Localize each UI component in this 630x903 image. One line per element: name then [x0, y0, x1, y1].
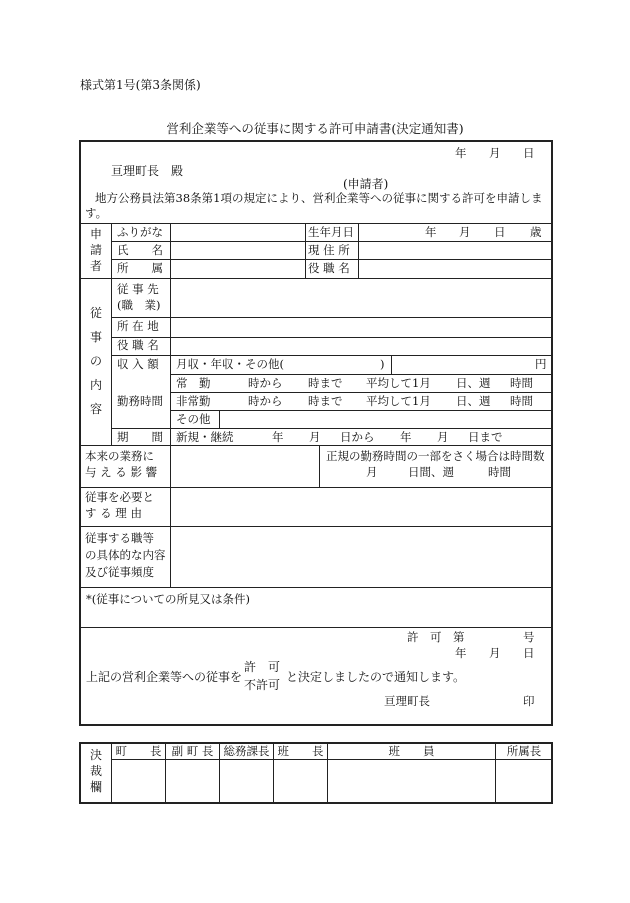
form-title: 営利企業等への従事に関する許可申請書(決定通知書) — [166, 121, 464, 136]
date-year: 年 — [455, 146, 467, 160]
furigana-label: ふりがな — [117, 225, 163, 239]
permit-number-unit: 号 — [523, 630, 535, 644]
approval-col-section-chief: 班 長 — [277, 744, 324, 758]
location-label: 所 在 地 — [117, 319, 159, 333]
birth-age: 歳 — [530, 225, 542, 239]
parttime-label: 非常勤 — [176, 394, 211, 408]
intro-line-2: す。 — [85, 206, 108, 220]
parttime-from: 時から — [248, 394, 283, 408]
decision-not-permit: 不許可 — [244, 678, 281, 692]
fulltime-avg: 平均して1月 — [366, 376, 431, 390]
period-label: 期 間 — [117, 430, 163, 444]
approval-col-staff: 班 員 — [388, 744, 435, 758]
income-options: 月収・年収・その他( — [176, 357, 284, 371]
position-label: 役 職 名 — [308, 261, 350, 275]
work-side-label: 従 事 の 内 容 — [89, 306, 102, 416]
period-end-month: 月 — [437, 430, 449, 444]
approval-col-director: 総務課長 — [223, 744, 270, 758]
fulltime-hours: 時間 — [510, 376, 533, 390]
birth-year: 年 — [425, 225, 437, 239]
approval-col-mayor: 町 長 — [115, 744, 162, 758]
intro-line-1: 地方公務員法第38条第1項の規定により、営利企業等への従事に関する許可を申請しま — [95, 191, 543, 205]
applicant-side-label: 申 請 者 — [89, 227, 102, 273]
impact-note: 正規の勤務時間の一部をさく場合は時間数 — [326, 449, 545, 463]
decision-mayor: 亘理町長 — [384, 694, 430, 708]
addressee: 亘理町長 殿 — [111, 164, 184, 178]
parttime-hours: 時間 — [510, 394, 533, 408]
duties-label-1: 従事する職等 — [85, 531, 154, 545]
decision-text-before: 上記の営利企業等への従事を — [86, 670, 243, 684]
other-label: その他 — [176, 412, 211, 426]
employer-label-2: (職 業) — [117, 298, 161, 312]
period-until: 日まで — [468, 430, 503, 444]
duties-label-3: 及び従事頻度 — [85, 565, 154, 579]
duties-label-2: の具体的な内容 — [85, 548, 166, 562]
period-end-year: 年 — [400, 430, 412, 444]
permit-number-label: 許 可 第 — [407, 630, 465, 644]
decision-year: 年 — [455, 646, 467, 660]
birth-day: 日 — [494, 225, 506, 239]
approval-side-label: 決 裁 欄 — [89, 748, 102, 794]
decision-day: 日 — [523, 646, 535, 660]
decision-permit: 許 可 — [244, 660, 281, 674]
fulltime-from: 時から — [248, 376, 283, 390]
reason-label-1: 従事を必要と — [85, 490, 154, 504]
approval-col-dept-head: 所属長 — [506, 744, 542, 758]
fulltime-days-week: 日、週 — [456, 376, 491, 390]
reason-label-2: す る 理 由 — [85, 506, 142, 520]
opinion-label: *(従事についての所見又は条件) — [86, 592, 250, 606]
applicant-label: (申請者) — [343, 177, 389, 191]
address-label: 現 住 所 — [308, 243, 350, 257]
parttime-days-week: 日、週 — [456, 394, 491, 408]
impact-label-1: 本来の業務に — [85, 449, 154, 463]
period-start-year: 年 — [272, 430, 284, 444]
approval-col-deputy: 副 町 長 — [171, 744, 214, 758]
name-label: 氏 名 — [117, 243, 163, 257]
employer-label-1: 従 事 先 — [117, 282, 159, 296]
form-number: 様式第1号(第3条関係) — [80, 78, 201, 92]
decision-seal: 印 — [523, 694, 535, 708]
decision-month: 月 — [489, 646, 501, 660]
period-from: 日から — [340, 430, 375, 444]
decision-text-after: と決定しましたので通知します。 — [286, 670, 466, 684]
income-label: 収 入 額 — [117, 357, 159, 371]
impact-label-2: 与 え る 影 響 — [85, 465, 158, 479]
affiliation-label: 所 属 — [117, 261, 163, 275]
parttime-avg: 平均して1月 — [366, 394, 431, 408]
impact-note-days: 日間、週 — [408, 465, 454, 479]
birth-month: 月 — [459, 225, 471, 239]
period-start-month: 月 — [309, 430, 321, 444]
impact-note-hours: 時間 — [488, 465, 511, 479]
income-close: ) — [380, 357, 385, 371]
period-type: 新規・継続 — [176, 430, 234, 444]
work-position-label: 役 職 名 — [117, 338, 159, 352]
date-day: 日 — [523, 146, 535, 160]
date-month: 月 — [489, 146, 501, 160]
impact-note-month: 月 — [366, 465, 378, 479]
income-unit: 円 — [535, 357, 547, 371]
parttime-until: 時まで — [308, 394, 343, 408]
fulltime-until: 時まで — [308, 376, 343, 390]
hours-label: 勤務時間 — [117, 394, 163, 408]
fulltime-label: 常 勤 — [176, 376, 211, 390]
birth-label: 生年月日 — [308, 225, 354, 239]
